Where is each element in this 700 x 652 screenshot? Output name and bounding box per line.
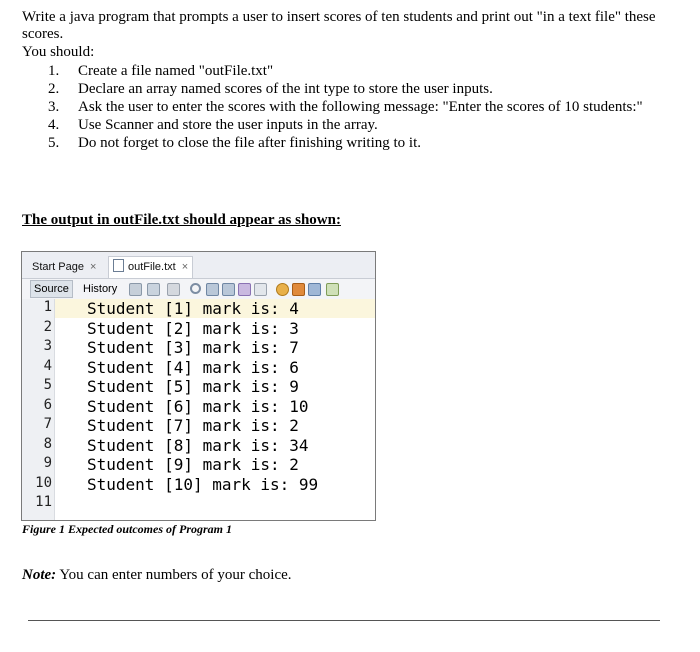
- history-button[interactable]: History: [83, 283, 118, 295]
- note-text: You can enter numbers of your choice.: [56, 567, 292, 583]
- shift-left-icon[interactable]: [276, 283, 289, 296]
- back-icon[interactable]: [129, 283, 142, 296]
- code-line[interactable]: Student [5] mark is: 9: [87, 377, 299, 396]
- line-number: 4: [43, 357, 52, 374]
- close-icon[interactable]: ×: [181, 261, 189, 273]
- search-icon[interactable]: [190, 283, 201, 294]
- code-line[interactable]: Student [6] mark is: 10: [87, 396, 309, 416]
- list-item: 2. Declare an array named scores of the int type to store the user inputs.: [48, 81, 493, 97]
- list-item: 3. Ask the user to enter the scores with the following message: "Enter the scores of 10 students:": [48, 99, 643, 115]
- note-label: Note:: [22, 567, 57, 583]
- line-number: 11: [35, 494, 52, 510]
- line-number: 10: [35, 474, 52, 491]
- note-paragraph: [22, 567, 292, 584]
- line-number: 5: [43, 377, 52, 393]
- ide-screenshot: [21, 251, 376, 521]
- close-icon[interactable]: ×: [89, 261, 97, 273]
- list-item: 1. Create a file named "outFile.txt": [48, 63, 274, 79]
- figure-caption: Figure 1 Expected outcomes of Program 1: [22, 522, 232, 536]
- forward-icon[interactable]: [147, 283, 160, 296]
- code-line[interactable]: Student [1] mark is: 4: [87, 299, 299, 318]
- list-item: 5. Do not forget to close the file after finishing writing to it.: [48, 135, 421, 151]
- file-icon: [113, 259, 124, 272]
- list-item: 4. Use Scanner and store the user inputs in the array.: [48, 117, 378, 133]
- you-should-label: You should:: [22, 44, 95, 60]
- source-button[interactable]: Source: [30, 280, 73, 298]
- line-number: 9: [43, 455, 52, 471]
- tab-outfile[interactable]: outFile.txt ×: [108, 256, 193, 278]
- macro-icon[interactable]: [308, 283, 321, 296]
- code-line[interactable]: Student [2] mark is: 3: [87, 318, 299, 338]
- output-heading: The output in outFile.txt should appear as shown:: [22, 212, 341, 228]
- line-number: 1: [43, 299, 52, 315]
- editor-tab-bar: [22, 252, 375, 279]
- shift-right-icon[interactable]: [292, 283, 305, 296]
- editor-toolbar: [22, 279, 375, 300]
- bookmark-icon[interactable]: [167, 283, 180, 296]
- line-number: 3: [43, 338, 52, 354]
- horizontal-rule: [28, 620, 660, 621]
- comment-icon[interactable]: [326, 283, 339, 296]
- line-number: 6: [43, 396, 52, 413]
- line-number-gutter: [22, 299, 55, 520]
- find-next-icon[interactable]: [222, 283, 235, 296]
- line-number: 7: [43, 416, 52, 432]
- line-number: 8: [43, 435, 52, 452]
- line-number: 2: [43, 318, 52, 335]
- code-line[interactable]: Student [8] mark is: 34: [87, 435, 309, 455]
- find-prev-icon[interactable]: [206, 283, 219, 296]
- instruction-list: [48, 62, 648, 152]
- find-selection-icon[interactable]: [238, 283, 251, 296]
- code-line[interactable]: Student [4] mark is: 6: [87, 357, 299, 377]
- tab-start-page[interactable]: Start Page ×: [32, 261, 97, 273]
- code-line[interactable]: Student [3] mark is: 7: [87, 338, 299, 357]
- code-line[interactable]: Student [9] mark is: 2: [87, 455, 299, 474]
- code-line[interactable]: Student [10] mark is: 99: [87, 474, 319, 494]
- code-line[interactable]: Student [7] mark is: 2: [87, 416, 299, 435]
- intro-paragraph: Write a java program that prompts a user to insert scores of ten students and print out "in a text file" these scores.: [22, 9, 656, 42]
- toggle-highlight-icon[interactable]: [254, 283, 267, 296]
